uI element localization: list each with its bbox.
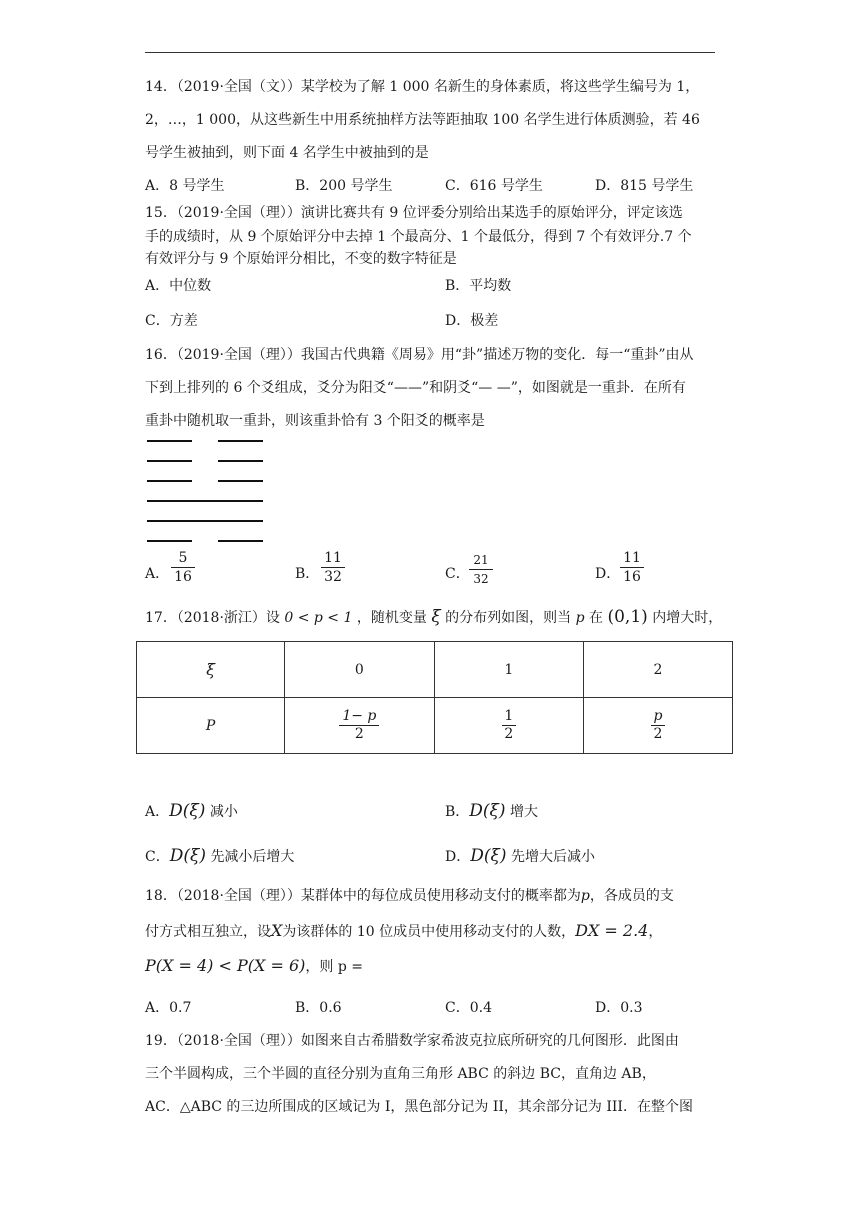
yin-yao-line-left	[147, 540, 192, 542]
q18-option-d[interactable]: D．0.3	[595, 1000, 643, 1016]
yin-yao-line-right	[218, 460, 263, 462]
q14-stem-line3: 号学生被抽到，则下面 4 名学生中被抽到的是	[145, 145, 429, 161]
q15-option-c[interactable]: C．方差	[145, 313, 198, 329]
q15-option-b[interactable]: B．平均数	[445, 278, 512, 294]
fraction: $\frac{p}{2}$	[651, 708, 665, 743]
q14-stem-line2: 2，…，1 000，从这些新生中用系统抽样方法等距抽取 100 名学生进行体质测验，若 46	[145, 112, 700, 128]
q17-option-c[interactable]: C．D(ξ) 先减小后增大	[145, 846, 295, 866]
q15-stem-line2: 手的成绩时，从 9 个原始评分中去掉 1 个最高分、1 个最低分，得到 7 个有效评分.7 个	[145, 229, 692, 245]
interval: (0,1)	[607, 607, 648, 627]
q17-stem: 17．（2018·浙江）设 0 < p < 1 ，随机变量 ξ 的分布列如图，则当 p 在 (0,1) 内增大时，	[145, 607, 723, 627]
q19-stem-line3: AC．△ABC 的三边所围成的区域记为 I，黑色部分记为 II，其余部分记为 III．在整个图	[145, 1099, 693, 1115]
yin-yao-line-left	[147, 440, 192, 442]
q16-option-c-letter[interactable]: C．	[445, 566, 470, 582]
q16-option-d-fraction[interactable]: 11 16	[617, 549, 647, 586]
distribution-table	[136, 641, 733, 754]
yang-yao-line	[147, 520, 263, 522]
q16-stem-line2: 下到上排列的 6 个爻组成，爻分为阳爻“——”和阴爻“— —”，如图就是一重卦．在所有	[145, 380, 686, 396]
xi-symbol: ξ	[431, 607, 441, 627]
yin-yao-line-right	[218, 540, 263, 542]
table-cell: ξ	[137, 642, 285, 698]
q19-stem-line2: 三个半圆构成，三个半圆的直径分别为直角三角形 ABC 的斜边 BC，直角边 AB，	[145, 1066, 656, 1082]
table-cell	[434, 698, 583, 754]
q17-option-b[interactable]: B．D(ξ) 增大	[445, 801, 539, 821]
yang-yao-line	[147, 500, 263, 502]
q16-stem-line3: 重卦中随机取一重卦，则该重卦恰有 3 个阳爻的概率是	[145, 413, 485, 429]
q15-stem-line3: 有效评分与 9 个原始评分相比，不变的数字特征是	[145, 251, 457, 267]
table-cell: P	[137, 698, 285, 754]
table-row	[137, 642, 733, 698]
q17-option-d[interactable]: D．D(ξ) 先增大后减小	[445, 846, 595, 866]
q14-option-c[interactable]: C．616 号学生	[445, 178, 543, 194]
q17-condition: 0 < p < 1	[284, 610, 353, 626]
table-cell: 1	[434, 642, 583, 698]
q16-option-d-letter[interactable]: D．	[595, 566, 621, 582]
q14-option-a[interactable]: A．8 号学生	[145, 178, 225, 194]
table-cell: 0	[285, 642, 435, 698]
yin-yao-line-left	[147, 460, 192, 462]
q16-option-a-letter[interactable]: A．	[145, 566, 170, 582]
q18-option-b[interactable]: B．0.6	[295, 1000, 342, 1016]
yin-yao-line-left	[147, 480, 192, 482]
table-cell	[583, 698, 732, 754]
q18-option-c[interactable]: C．0.4	[445, 1000, 492, 1016]
header-rule	[145, 52, 715, 53]
q14-option-b[interactable]: B．200 号学生	[295, 178, 393, 194]
yin-yao-line-right	[218, 440, 263, 442]
p-symbol: p	[575, 610, 585, 626]
q16-option-c-fraction[interactable]: 21 32	[466, 551, 496, 588]
q18-stem-line2: 付方式相互独立，设X为该群体的 10 位成员中使用移动支付的人数，DX = 2.4，	[145, 921, 663, 940]
q18-stem-line3: P(X = 4) < P(X = 6)，则 p =	[145, 956, 363, 975]
q15-stem-line1: 15．（2019·全国（理））演讲比赛共有 9 位评委分别给出某选手的原始评分，评定该选	[145, 205, 683, 221]
table-cell	[285, 698, 435, 754]
q18-stem-line1: 18．（2018·全国（理））某群体中的每位成员使用移动支付的概率都为p，各成员的支	[145, 888, 674, 904]
yin-yao-line-right	[218, 480, 263, 482]
q15-option-d[interactable]: D．极差	[445, 313, 499, 329]
q15-option-a[interactable]: A．中位数	[145, 278, 212, 294]
q17-option-a[interactable]: A．D(ξ) 减小	[145, 801, 238, 821]
fraction: $\frac{1}{2}$	[502, 708, 516, 743]
q18-option-a[interactable]: A．0.7	[145, 1000, 192, 1016]
table-cell: 2	[583, 642, 732, 698]
hexagram-figure	[147, 440, 263, 544]
q16-option-a-fraction[interactable]: 5 16	[168, 549, 198, 586]
q19-stem-line1: 19．（2018·全国（理））如图来自古希腊数学家希波克拉底所研究的几何图形．此图由	[145, 1033, 679, 1049]
fraction: $\frac{1- p}{2}$	[339, 708, 379, 743]
q16-option-b-fraction[interactable]: 11 32	[318, 549, 348, 586]
q16-option-b-letter[interactable]: B．	[295, 566, 320, 582]
table-row	[137, 698, 733, 754]
q16-stem-line1: 16．（2019·全国（理））我国古代典籍《周易》用“卦”描述万物的变化．每一“重卦”由从	[145, 347, 694, 363]
q14-option-d[interactable]: D．815 号学生	[595, 178, 694, 194]
q14-stem-line1: 14．（2019·全国（文））某学校为了解 1 000 名新生的身体素质，将这些学生编号为 1，	[145, 79, 700, 95]
